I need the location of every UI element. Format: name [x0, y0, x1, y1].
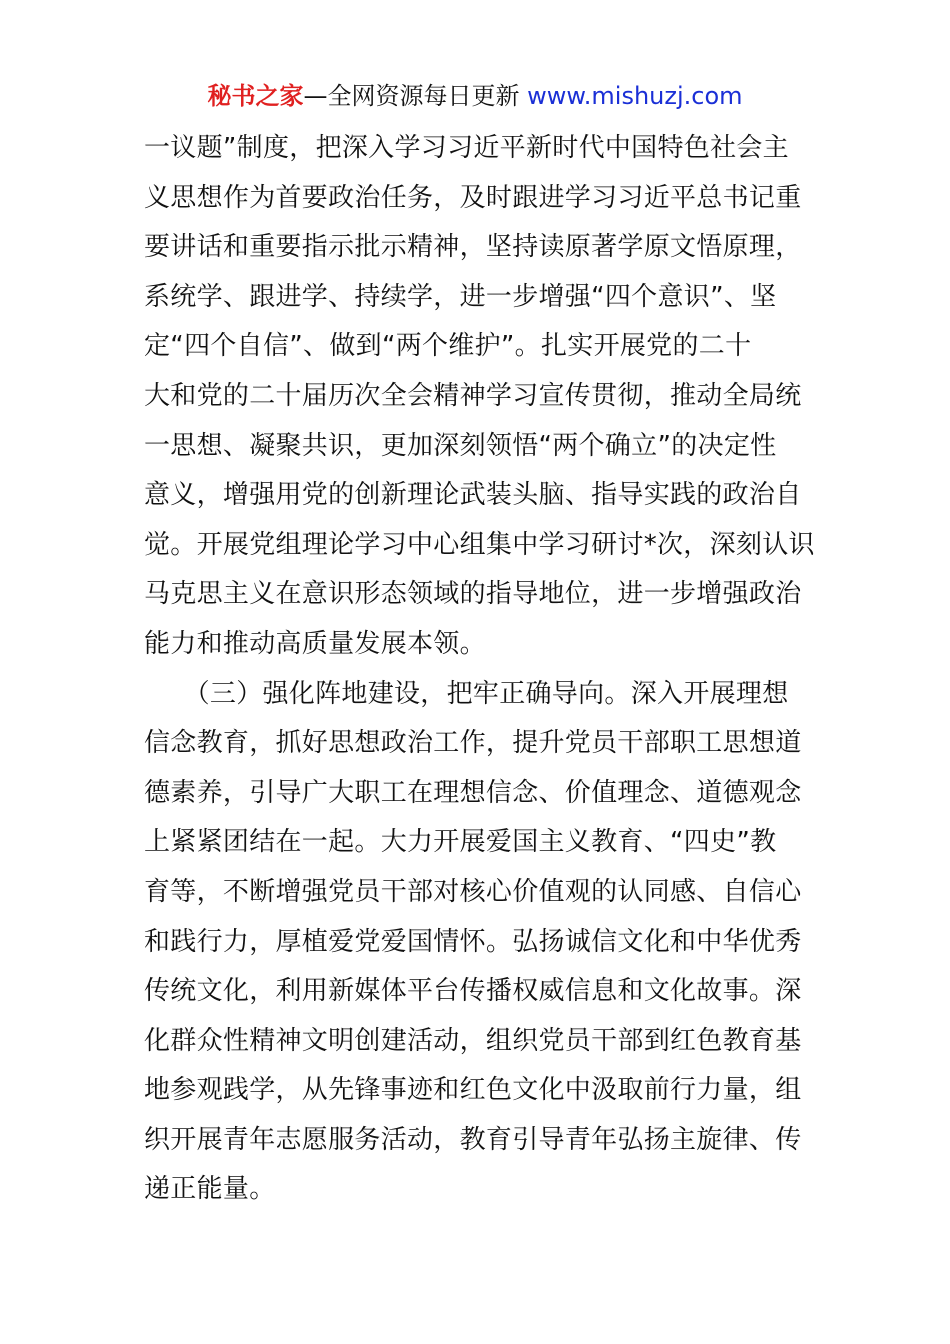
text-line: 觉。开展党组理论学习中心组集中学习研讨*次，深刻认识	[144, 529, 815, 560]
section-heading-line: （三）强化阵地建设，把牢正确导向。深入开展理想	[144, 678, 789, 709]
text-line: 地参观践学，从先锋事迹和红色文化中汲取前行力量，组	[144, 1075, 802, 1106]
text-line: 大和党的二十届历次全会精神学习宣传贯彻，推动全局统	[144, 380, 802, 411]
site-tagline: —全网资源每日更新	[303, 82, 528, 110]
text-line: 化群众性精神文明创建活动，组织党员干部到红色教育基	[144, 1025, 802, 1056]
text-line: 织开展青年志愿服务活动，教育引导青年弘扬主旋律、传	[144, 1124, 802, 1155]
text-line: 一议题”制度，把深入学习习近平新时代中国特色社会主	[144, 133, 789, 163]
text-line: 信念教育，抓好思想政治工作，提升党员干部职工思想道	[144, 728, 802, 759]
text-line: 能力和推动高质量发展本领。	[144, 628, 486, 659]
site-brand: 秘书之家	[207, 82, 304, 110]
text-line: 马克思主义在意识形态领域的指导地位，进一步增强政治	[144, 579, 802, 610]
text-line: 递正能量。	[144, 1174, 276, 1205]
text-line: 传统文化，利用新媒体平台传播权威信息和文化故事。深	[144, 976, 802, 1007]
text-line: 育等，不断增强党员干部对核心价值观的认同感、自信心	[144, 876, 802, 907]
text-line: 一思想、凝聚共识，更加深刻领悟“两个确立”的决定性	[144, 430, 777, 461]
site-url-link[interactable]: www.mishuzj.com	[527, 82, 743, 110]
text-line: 德素养，引导广大职工在理想信念、价值理念、道德观念	[144, 777, 802, 808]
text-line: 上紧紧团结在一起。大力开展爱国主义教育、“四史”教	[144, 827, 777, 858]
site-header	[0, 80, 950, 112]
text-line: 系统学、跟进学、持续学，进一步增强“四个意识”、坚	[144, 281, 777, 312]
document-body	[144, 124, 815, 1215]
text-line: 义思想作为首要政治任务，及时跟进学习习近平总书记重	[144, 182, 802, 213]
text-line: 和践行力，厚植爱党爱国情怀。弘扬诚信文化和中华优秀	[144, 926, 802, 957]
text-line: 意义，增强用党的创新理论武装头脑、指导实践的政治自	[144, 480, 802, 511]
text-line: 要讲话和重要指示批示精神，坚持读原著学原文悟原理，	[144, 232, 802, 263]
text-line: 定“四个自信”、做到“两个维护”。扎实开展党的二十	[144, 331, 752, 362]
